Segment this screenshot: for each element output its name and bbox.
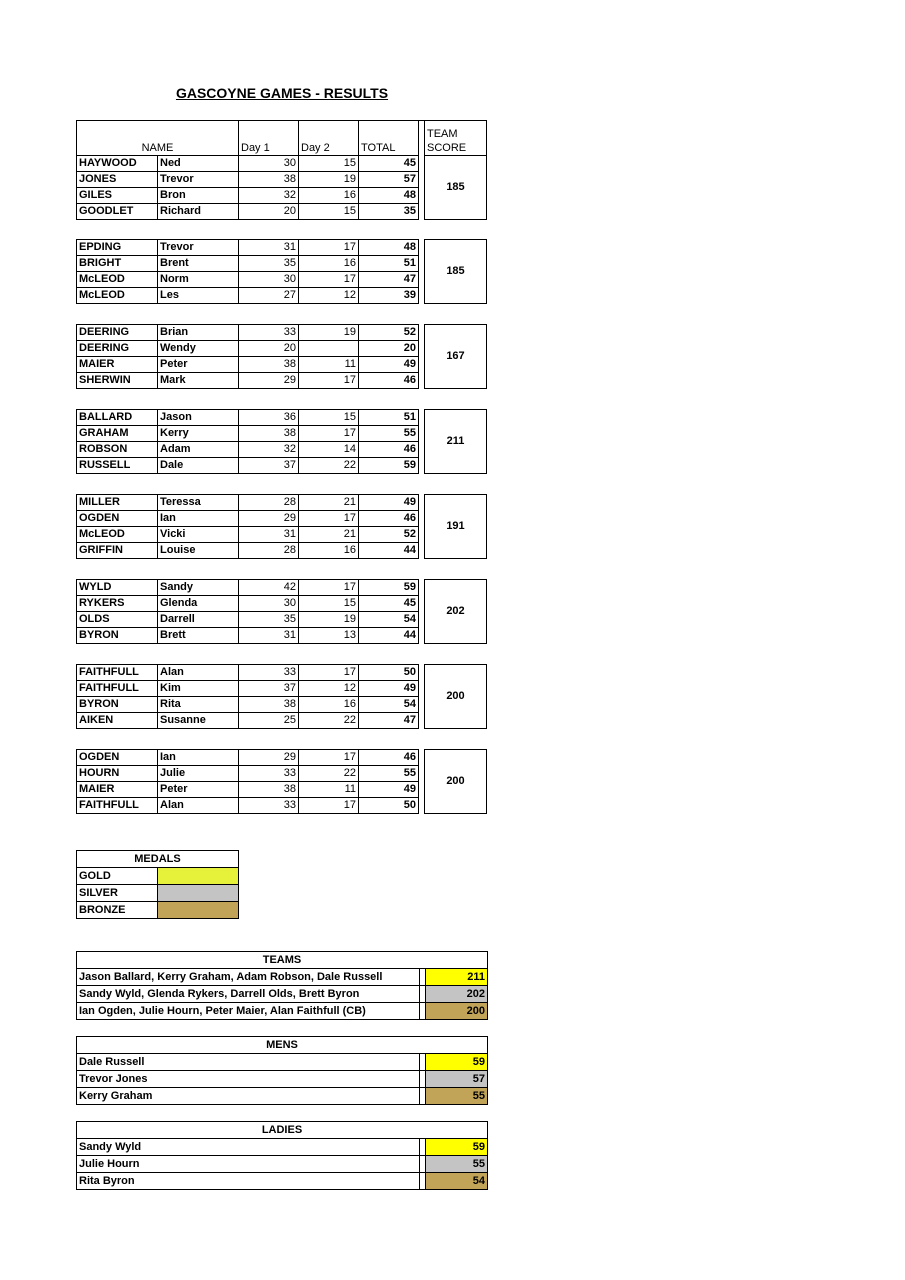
firstname-cell: Alan (158, 665, 239, 681)
day1-cell: 30 (239, 596, 299, 612)
firstname-cell: Ian (158, 511, 239, 527)
surname-cell: SHERWIN (77, 373, 158, 389)
table-row (77, 580, 487, 596)
firstname-cell: Julie (158, 766, 239, 782)
firstname-cell: Brett (158, 628, 239, 644)
day2-cell: 16 (299, 188, 359, 204)
day1-cell: 37 (239, 681, 299, 697)
firstname-cell: Trevor (158, 240, 239, 256)
medal-row-gold (77, 868, 239, 885)
surname-cell: MAIER (77, 357, 158, 373)
day2-cell: 11 (299, 782, 359, 798)
firstname-cell: Darrell (158, 612, 239, 628)
day1-cell: 28 (239, 495, 299, 511)
winner-score: 202 (426, 986, 488, 1003)
total-cell: 52 (359, 325, 419, 341)
winner-name: Julie Hourn (77, 1156, 420, 1173)
day1-cell: 33 (239, 798, 299, 814)
surname-cell: HAYWOOD (77, 156, 158, 172)
gap-cell (419, 596, 425, 612)
team-block (76, 324, 487, 389)
gap-cell (419, 543, 425, 559)
total-cell: 45 (359, 596, 419, 612)
table-row (77, 240, 487, 256)
winner-name: Jason Ballard, Kerry Graham, Adam Robson, Dale Russell (77, 969, 420, 986)
medals-title: MEDALS (77, 851, 239, 868)
gap-cell (419, 442, 425, 458)
team-block (76, 664, 487, 729)
surname-cell: GOODLET (77, 204, 158, 220)
firstname-cell: Susanne (158, 713, 239, 729)
day2-cell: 19 (299, 325, 359, 341)
surname-cell: RUSSELL (77, 458, 158, 474)
winner-score: 200 (426, 1003, 488, 1020)
surname-cell: McLEOD (77, 288, 158, 304)
day1-cell: 42 (239, 580, 299, 596)
gap-cell (419, 511, 425, 527)
total-cell: 39 (359, 288, 419, 304)
firstname-cell: Rita (158, 697, 239, 713)
firstname-cell: Teressa (158, 495, 239, 511)
day1-cell: 31 (239, 527, 299, 543)
total-cell: 49 (359, 681, 419, 697)
total-cell: 50 (359, 798, 419, 814)
gap-cell (419, 713, 425, 729)
table-row (77, 665, 487, 681)
firstname-cell: Dale (158, 458, 239, 474)
total-cell: 59 (359, 580, 419, 596)
day1-cell: 32 (239, 188, 299, 204)
firstname-cell: Adam (158, 442, 239, 458)
total-cell: 46 (359, 750, 419, 766)
surname-cell: BYRON (77, 628, 158, 644)
day1-cell: 30 (239, 156, 299, 172)
firstname-cell: Louise (158, 543, 239, 559)
day2-cell: 16 (299, 543, 359, 559)
day2-cell: 17 (299, 798, 359, 814)
day2-cell: 11 (299, 357, 359, 373)
table-row (77, 325, 487, 341)
summary-title: LADIES (77, 1122, 488, 1139)
surname-cell: RYKERS (77, 596, 158, 612)
gap-cell (419, 628, 425, 644)
day2-cell: 21 (299, 495, 359, 511)
surname-cell: McLEOD (77, 272, 158, 288)
day2-cell: 16 (299, 697, 359, 713)
team-score-cell: 185 (425, 156, 487, 220)
gap-cell (419, 357, 425, 373)
winner-name: Sandy Wyld (77, 1139, 420, 1156)
day2-cell: 17 (299, 580, 359, 596)
header-team-score: TEAM SCORE (425, 121, 487, 156)
day1-cell: 25 (239, 713, 299, 729)
team-block (76, 120, 487, 220)
medals-legend (76, 850, 239, 919)
mens-summary (76, 1036, 488, 1105)
day2-cell: 17 (299, 750, 359, 766)
day1-cell: 35 (239, 256, 299, 272)
winner-score: 59 (426, 1139, 488, 1156)
winner-score: 57 (426, 1071, 488, 1088)
winner-name: Ian Ogden, Julie Hourn, Peter Maier, Alan Faithfull (CB) (77, 1003, 420, 1020)
day1-cell: 38 (239, 172, 299, 188)
winner-name: Kerry Graham (77, 1088, 420, 1105)
day1-cell: 38 (239, 426, 299, 442)
day2-cell: 12 (299, 288, 359, 304)
surname-cell: OGDEN (77, 750, 158, 766)
medal-row-bronze (77, 902, 239, 919)
header-day1: Day 1 (239, 121, 299, 156)
gap-cell (419, 612, 425, 628)
team-score-cell: 167 (425, 325, 487, 389)
team-score-cell: 211 (425, 410, 487, 474)
gap-cell (419, 798, 425, 814)
firstname-cell: Glenda (158, 596, 239, 612)
day1-cell: 20 (239, 341, 299, 357)
total-cell: 55 (359, 426, 419, 442)
day2-cell: 15 (299, 156, 359, 172)
total-cell: 52 (359, 527, 419, 543)
gap-cell (419, 373, 425, 389)
day1-cell: 28 (239, 543, 299, 559)
total-cell: 47 (359, 272, 419, 288)
total-cell: 54 (359, 612, 419, 628)
total-cell: 50 (359, 665, 419, 681)
total-cell: 45 (359, 156, 419, 172)
gap-cell (419, 172, 425, 188)
day1-cell: 37 (239, 458, 299, 474)
team-score-cell: 191 (425, 495, 487, 559)
surname-cell: BRIGHT (77, 256, 158, 272)
header-day2: Day 2 (299, 121, 359, 156)
medal-row-silver (77, 885, 239, 902)
summary-row (77, 1071, 488, 1088)
surname-cell: OGDEN (77, 511, 158, 527)
surname-cell: GRAHAM (77, 426, 158, 442)
total-cell: 48 (359, 188, 419, 204)
summary-row (77, 986, 488, 1003)
day2-cell: 15 (299, 596, 359, 612)
summary-title: TEAMS (77, 952, 488, 969)
winner-score: 211 (426, 969, 488, 986)
team-block (76, 409, 487, 474)
day1-cell: 31 (239, 628, 299, 644)
day2-cell: 22 (299, 458, 359, 474)
summary-row (77, 1003, 488, 1020)
day1-cell: 33 (239, 325, 299, 341)
gap-cell (419, 766, 425, 782)
firstname-cell: Sandy (158, 580, 239, 596)
table-row (77, 495, 487, 511)
day1-cell: 29 (239, 373, 299, 389)
day2-cell: 17 (299, 511, 359, 527)
team-block (76, 239, 487, 304)
day1-cell: 38 (239, 357, 299, 373)
winner-name: Rita Byron (77, 1173, 420, 1190)
total-cell: 46 (359, 442, 419, 458)
total-cell: 49 (359, 357, 419, 373)
firstname-cell: Wendy (158, 341, 239, 357)
surname-cell: McLEOD (77, 527, 158, 543)
team-block (76, 579, 487, 644)
total-cell: 49 (359, 495, 419, 511)
surname-cell: BALLARD (77, 410, 158, 426)
firstname-cell: Brent (158, 256, 239, 272)
ladies-summary (76, 1121, 488, 1190)
total-cell: 51 (359, 410, 419, 426)
gap-cell (419, 256, 425, 272)
summary-row (77, 1139, 488, 1156)
silver-swatch (158, 885, 239, 902)
team-score-cell: 185 (425, 240, 487, 304)
summary-row (77, 1088, 488, 1105)
total-cell: 49 (359, 782, 419, 798)
team-score-cell: 200 (425, 665, 487, 729)
firstname-cell: Jason (158, 410, 239, 426)
day1-cell: 30 (239, 272, 299, 288)
day1-cell: 20 (239, 204, 299, 220)
day1-cell: 35 (239, 612, 299, 628)
firstname-cell: Bron (158, 188, 239, 204)
total-cell: 44 (359, 628, 419, 644)
day2-cell: 16 (299, 256, 359, 272)
surname-cell: AIKEN (77, 713, 158, 729)
day2-cell: 15 (299, 204, 359, 220)
gap-cell (419, 272, 425, 288)
firstname-cell: Peter (158, 782, 239, 798)
surname-cell: FAITHFULL (77, 798, 158, 814)
gap-cell (419, 288, 425, 304)
day2-cell: 13 (299, 628, 359, 644)
teams-summary (76, 951, 488, 1020)
total-cell: 55 (359, 766, 419, 782)
total-cell: 57 (359, 172, 419, 188)
total-cell: 54 (359, 697, 419, 713)
table-row (77, 410, 487, 426)
medal-label: BRONZE (77, 902, 158, 919)
gap-cell (419, 681, 425, 697)
day1-cell: 32 (239, 442, 299, 458)
day2-cell: 14 (299, 442, 359, 458)
surname-cell: DEERING (77, 341, 158, 357)
day2-cell: 12 (299, 681, 359, 697)
firstname-cell: Brian (158, 325, 239, 341)
firstname-cell: Trevor (158, 172, 239, 188)
summary-row (77, 1054, 488, 1071)
day2-cell: 19 (299, 172, 359, 188)
total-cell: 46 (359, 511, 419, 527)
winner-score: 54 (426, 1173, 488, 1190)
surname-cell: HOURN (77, 766, 158, 782)
surname-cell: FAITHFULL (77, 665, 158, 681)
surname-cell: FAITHFULL (77, 681, 158, 697)
day1-cell: 38 (239, 782, 299, 798)
firstname-cell: Kim (158, 681, 239, 697)
header-total: TOTAL (359, 121, 419, 156)
day2-cell: 15 (299, 410, 359, 426)
day2-cell: 19 (299, 612, 359, 628)
header-row (77, 121, 487, 156)
gap-cell (419, 527, 425, 543)
table-row (77, 750, 487, 766)
day2-cell: 17 (299, 272, 359, 288)
gap-cell (419, 697, 425, 713)
gap-cell (419, 188, 425, 204)
surname-cell: ROBSON (77, 442, 158, 458)
gap-cell (419, 426, 425, 442)
medal-label: SILVER (77, 885, 158, 902)
surname-cell: BYRON (77, 697, 158, 713)
day1-cell: 31 (239, 240, 299, 256)
day2-cell: 22 (299, 766, 359, 782)
total-cell: 35 (359, 204, 419, 220)
day2-cell (299, 341, 359, 357)
day1-cell: 27 (239, 288, 299, 304)
day1-cell: 33 (239, 766, 299, 782)
surname-cell: GILES (77, 188, 158, 204)
summary-row (77, 969, 488, 986)
gap-cell (419, 204, 425, 220)
winner-score: 59 (426, 1054, 488, 1071)
surname-cell: DEERING (77, 325, 158, 341)
day1-cell: 29 (239, 750, 299, 766)
day2-cell: 17 (299, 373, 359, 389)
day2-cell: 17 (299, 240, 359, 256)
day2-cell: 21 (299, 527, 359, 543)
summary-row (77, 1156, 488, 1173)
bronze-swatch (158, 902, 239, 919)
firstname-cell: Peter (158, 357, 239, 373)
day2-cell: 17 (299, 665, 359, 681)
firstname-cell: Les (158, 288, 239, 304)
day2-cell: 17 (299, 426, 359, 442)
table-row (77, 156, 487, 172)
surname-cell: MAIER (77, 782, 158, 798)
day1-cell: 33 (239, 665, 299, 681)
total-cell: 20 (359, 341, 419, 357)
total-cell: 48 (359, 240, 419, 256)
team-block (76, 494, 487, 559)
team-score-cell: 200 (425, 750, 487, 814)
firstname-cell: Ian (158, 750, 239, 766)
total-cell: 44 (359, 543, 419, 559)
total-cell: 47 (359, 713, 419, 729)
surname-cell: OLDS (77, 612, 158, 628)
summary-row (77, 1173, 488, 1190)
winner-name: Trevor Jones (77, 1071, 420, 1088)
winner-score: 55 (426, 1156, 488, 1173)
medal-label: GOLD (77, 868, 158, 885)
winner-name: Dale Russell (77, 1054, 420, 1071)
surname-cell: EPDING (77, 240, 158, 256)
surname-cell: GRIFFIN (77, 543, 158, 559)
firstname-cell: Norm (158, 272, 239, 288)
firstname-cell: Richard (158, 204, 239, 220)
surname-cell: WYLD (77, 580, 158, 596)
day1-cell: 36 (239, 410, 299, 426)
summary-title: MENS (77, 1037, 488, 1054)
team-block (76, 749, 487, 814)
gap-cell (419, 782, 425, 798)
page-title: GASCOYNE GAMES - RESULTS (175, 85, 389, 101)
firstname-cell: Ned (158, 156, 239, 172)
firstname-cell: Mark (158, 373, 239, 389)
total-cell: 46 (359, 373, 419, 389)
total-cell: 51 (359, 256, 419, 272)
day2-cell: 22 (299, 713, 359, 729)
firstname-cell: Alan (158, 798, 239, 814)
gold-swatch (158, 868, 239, 885)
gap-cell (419, 341, 425, 357)
day1-cell: 38 (239, 697, 299, 713)
firstname-cell: Vicki (158, 527, 239, 543)
header-name: NAME (77, 121, 239, 156)
firstname-cell: Kerry (158, 426, 239, 442)
total-cell: 59 (359, 458, 419, 474)
winner-score: 55 (426, 1088, 488, 1105)
surname-cell: MILLER (77, 495, 158, 511)
winner-name: Sandy Wyld, Glenda Rykers, Darrell Olds, Brett Byron (77, 986, 420, 1003)
day1-cell: 29 (239, 511, 299, 527)
surname-cell: JONES (77, 172, 158, 188)
gap-cell (419, 458, 425, 474)
team-score-cell: 202 (425, 580, 487, 644)
